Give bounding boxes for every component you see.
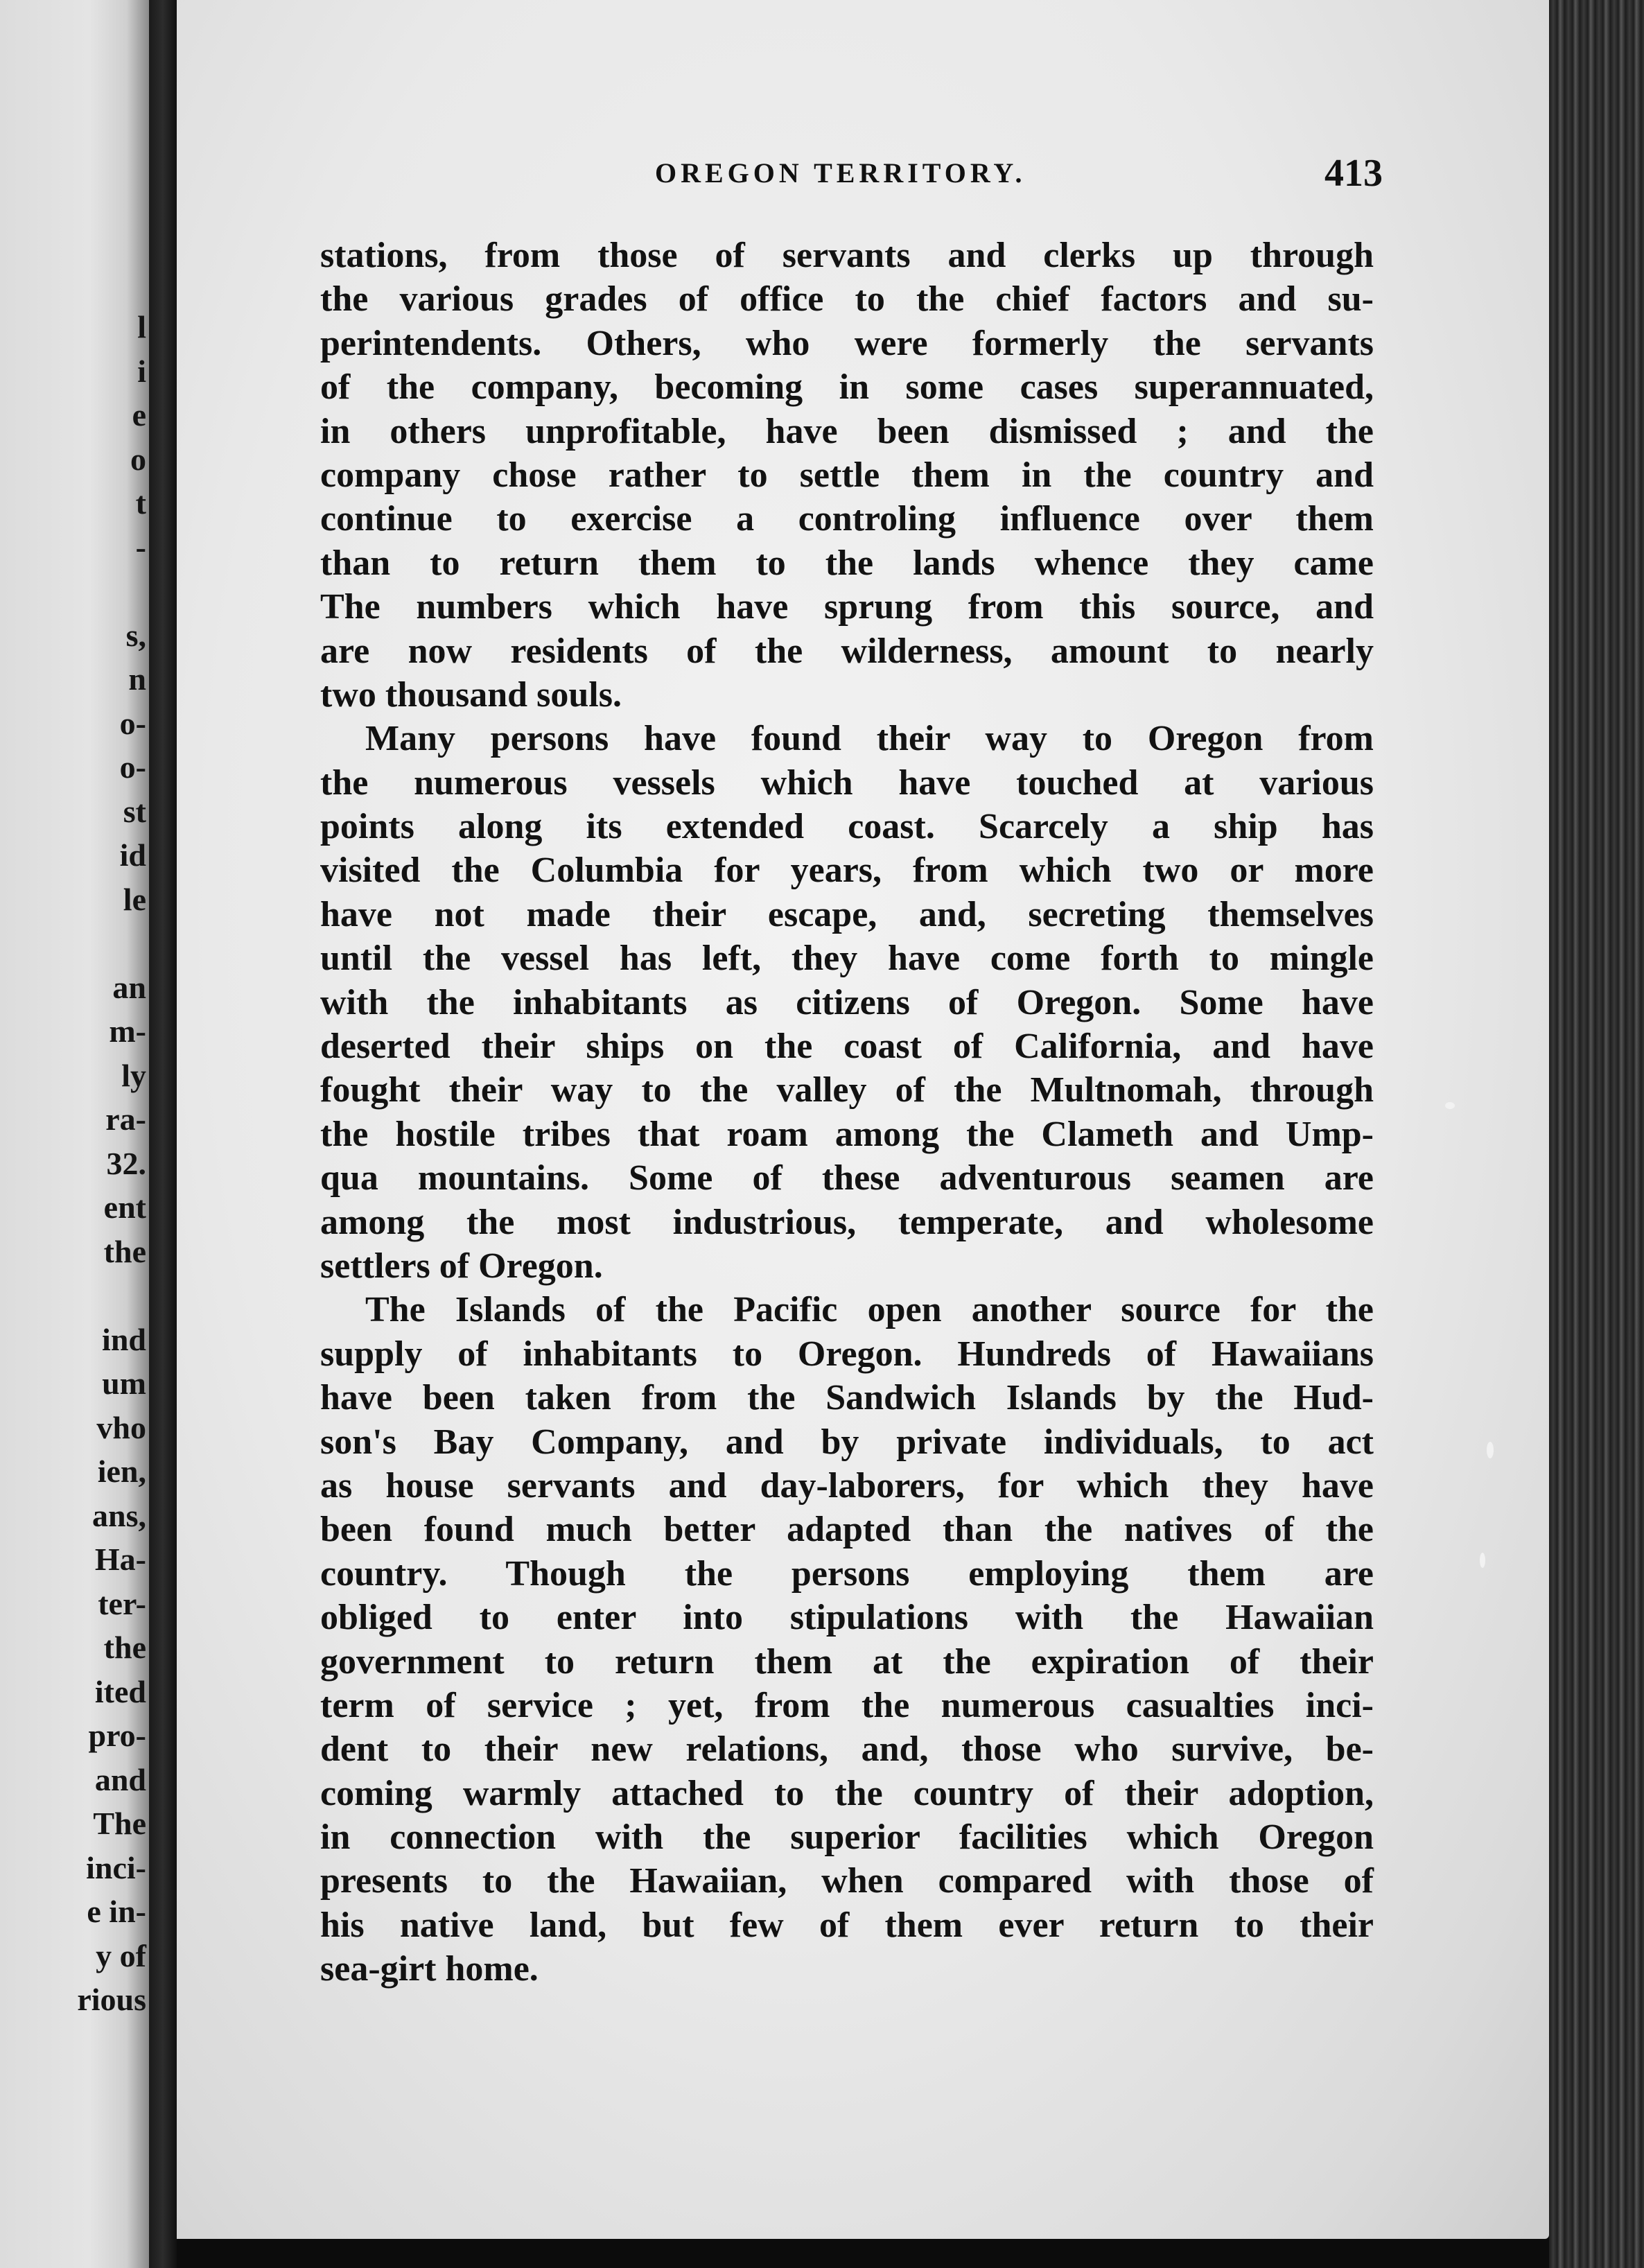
previous-page-fragment-text: n [128,661,146,697]
text-line: continue to exercise a controling influence over them [320,499,1374,539]
text-line: dent to their new relations, and, those who survive, be- [320,1729,1374,1770]
previous-page-fragment-text [8,921,146,966]
text-line: in connection with the superior facilities which Oregon [320,1817,1374,1858]
text-line: fought their way to the valley of the Multnomah, through [320,1070,1374,1110]
text-line: term of service ; yet, from the numerous casualties inci- [320,1685,1374,1725]
previous-page-fragment-text: um [102,1366,146,1401]
text-line: obliged to enter into stipulations with the Hawaiian [320,1598,1374,1638]
paper-speck [1445,1102,1455,1109]
previous-page-fragment-text: 32. [106,1145,146,1181]
paper-speck [1480,1553,1485,1568]
previous-page-fragment-text: l [137,309,146,344]
previous-page-fragment-text: t [135,485,146,521]
text-line: perintendents. Others, who were formerly the servants [320,323,1374,363]
previous-page-fragment-text: e [132,397,146,433]
previous-page-text-edges [8,305,146,2022]
previous-page-fragment-text: an [112,969,146,1005]
text-line: points along its extended coast. Scarcely a ship has [320,807,1374,847]
paragraph-start-line: The Islands of the Pacific open another source for the [365,1290,1374,1330]
previous-page-fragment-text: i [137,353,146,389]
previous-page-fragment-text: ent [103,1189,146,1225]
text-line: country. Though the persons employing them are [320,1553,1374,1594]
text-line: the various grades of office to the chief factors and su- [320,279,1374,320]
text-line: been found much better adapted than the natives of the [320,1510,1374,1550]
text-line: his native land, but few of them ever return to their [320,1905,1374,1945]
previous-page-fragment-text: le [123,881,146,917]
previous-page-fragment-text: ans, [92,1497,146,1533]
previous-page-fragment-text: o- [119,705,146,741]
paper-speck [1487,1442,1494,1458]
text-line: than to return them to the lands whence they came [320,543,1374,583]
previous-page-fragment-text: inci- [86,1849,146,1885]
previous-page-fragment-text: Ha- [94,1542,146,1577]
text-line: until the vessel has left, they have come forth to mingle [320,939,1374,979]
body-text [320,234,1374,1991]
paragraph-start-line: Many persons have found their way to Oregon from [365,719,1374,759]
text-line: in others unprofitable, have been dismissed ; and the [320,411,1374,451]
previous-page-fragment-text: ited [94,1673,146,1709]
paragraph-end-line: sea-girt home. [320,1949,539,1989]
text-line: have not made their escape, and, secreting themselves [320,894,1374,934]
previous-page-fragment-text: st [123,793,146,829]
text-line: stations, from those of servants and clerks up through [320,236,1374,275]
previous-page-fragment-text: the [103,1630,146,1665]
running-head [655,151,1383,200]
text-line: qua mountains. Some of these adventurous seamen are [320,1158,1374,1198]
text-line: supply of inhabitants to Oregon. Hundreds of Hawaiians [320,1334,1374,1374]
previous-page-fragment-text: The [93,1806,146,1841]
text-line: coming warmly attached to the country of their adoption, [320,1773,1374,1813]
previous-page-fragment-text: s, [125,617,146,653]
paragraph-end-line: settlers of Oregon. [320,1246,603,1286]
text-line: presents to the Hawaiian, when compared with those of [320,1861,1374,1901]
previous-page-fragment-text: ter- [98,1585,146,1621]
previous-page-fragment-text: and [94,1761,146,1797]
previous-page-fragment-text: pro- [88,1718,146,1753]
previous-page-fragment-text: o- [119,749,146,785]
text-line: with the inhabitants as citizens of Oregon. Some have [320,982,1374,1022]
previous-page-fragment-text: ra- [105,1101,146,1137]
text-line: the numerous vessels which have touched at various [320,762,1374,803]
text-line: as house servants and day-laborers, for which they have [320,1465,1374,1506]
previous-page-fragment [0,0,149,2268]
running-title: OREGON TERRITORY. [655,157,1026,189]
text-line: deserted their ships on the coast of California, and have [320,1027,1374,1067]
text-line: government to return them at the expiration of their [320,1641,1374,1682]
previous-page-fragment-text [8,569,146,613]
text-line: son's Bay Company, and by private individuals, to act [320,1422,1374,1462]
text-line: The numbers which have sprung from this source, and [320,587,1374,627]
previous-page-fragment-text: vho [96,1409,146,1445]
previous-page-fragment-text: m- [109,1013,146,1049]
page-stack-edge [1549,0,1644,2268]
previous-page-fragment-text: e in- [87,1894,146,1929]
previous-page-fragment-text: o [130,441,146,477]
previous-page-fragment-text [8,1273,146,1318]
paragraph-end-line: two thousand souls. [320,674,622,715]
previous-page-fragment-text: y of [96,1937,146,1973]
text-line: are now residents of the wilderness, amount to nearly [320,631,1374,671]
previous-page-fragment-text: the [103,1233,146,1269]
text-line: of the company, becoming in some cases superannuated, [320,367,1374,408]
text-line: among the most industrious, temperate, and wholesome [320,1202,1374,1242]
text-line: have been taken from the Sandwich Islands by the Hud- [320,1378,1374,1418]
previous-page-fragment-text: - [135,529,146,565]
text-line: visited the Columbia for years, from which two or more [320,850,1374,891]
previous-page-fragment-text: id [119,837,146,873]
previous-page-fragment-text: ind [102,1321,146,1357]
book-gutter [149,0,177,2268]
previous-page-fragment-text: rious [77,1982,146,2017]
previous-page-fragment-text: ien, [97,1454,146,1489]
previous-page-fragment-text: ly [121,1057,146,1093]
page-number: 413 [1324,152,1383,195]
text-line: the hostile tribes that roam among the Clameth and Ump- [320,1114,1374,1154]
text-line: company chose rather to settle them in the country and [320,455,1374,495]
